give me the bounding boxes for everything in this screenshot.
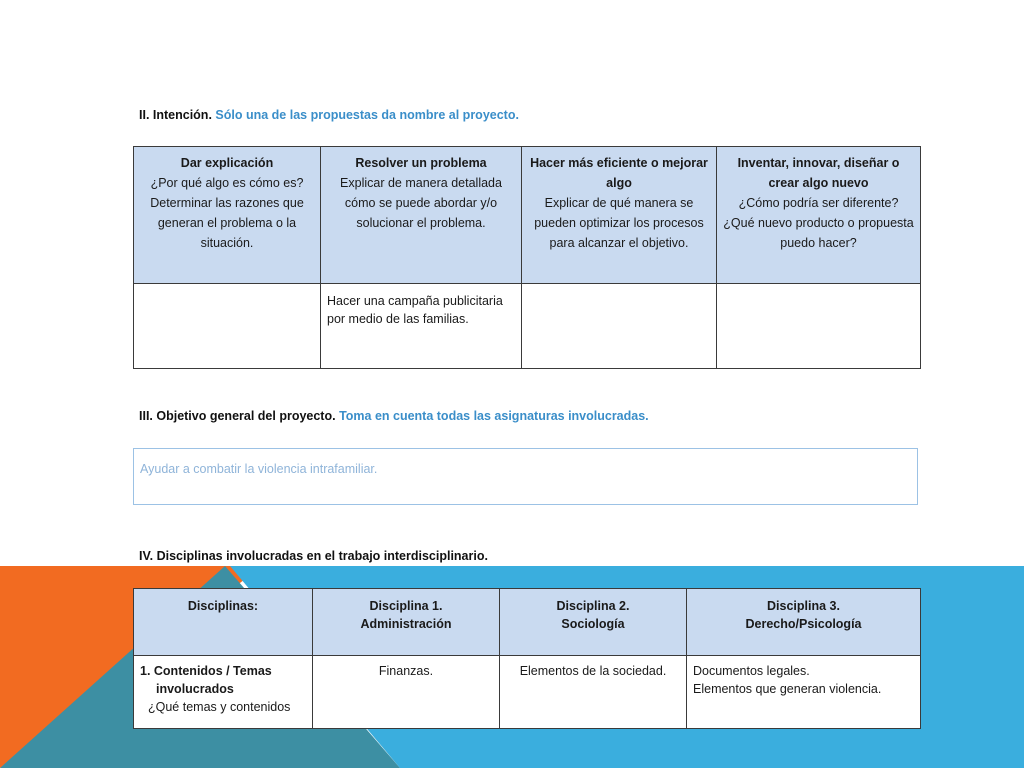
objetivo-heading-accent: Toma en cuenta todas las asignaturas involucradas. [339,409,649,423]
header-line: Disciplinas: [187,599,259,613]
objetivo-text-box[interactable]: Ayudar a combatir la violencia intrafamiliar. [133,448,918,505]
intencion-col-title: Dar explicación [180,156,274,170]
contenido-line: Documentos legales. [693,664,810,678]
header-line: Disciplina 3. [767,599,840,613]
disciplina-2-header [500,589,687,656]
header-line: Disciplina 1. [369,599,443,613]
contenidos-label [134,656,313,729]
intencion-col-body: ¿Por qué algo es cómo es? Determinar las razones que generan el problema o la situación. [150,176,304,250]
intencion-col-body: Explicar de qué manera se pueden optimizar los procesos para alcanzar el objetivo. [534,196,704,250]
intencion-col-1 [134,147,321,284]
intencion-col-3 [522,147,717,284]
header-line: Derecho/Psicología [745,617,862,631]
contenido-line: Elementos que generan violencia. [693,682,882,696]
disciplina-3-contenido[interactable] [687,656,921,729]
intencion-answer-cell[interactable] [522,284,717,369]
objetivo-heading-prefix: III. Objetivo general del proyecto. [139,409,336,423]
label-line: 1. Contenidos / Temas [140,664,272,678]
intencion-table [133,146,921,369]
header-line: Administración [360,617,452,631]
disciplina-2-contenido[interactable]: Elementos de la sociedad. [500,656,687,729]
intencion-col-title: Resolver un problema [355,156,487,170]
intencion-col-4 [717,147,921,284]
header-line: Sociología [561,617,625,631]
label-line: ¿Qué temas y contenidos [148,700,291,714]
disciplinas-table [133,588,921,729]
intencion-col-2 [321,147,522,284]
disciplinas-heading: IV. Disciplinas involucradas en el trabajo interdisciplinario. [139,549,488,563]
intencion-answer-cell[interactable]: Hacer una campaña publicitaria por medio de las familias. [321,284,522,369]
intencion-col-title: Hacer más eficiente o mejorar algo [530,156,708,190]
intencion-heading-prefix: II. Intención. [139,108,212,122]
intencion-header-row [134,147,921,284]
intencion-col-body: Explicar de manera detallada cómo se puede abordar y/o solucionar el problema. [340,176,502,230]
disciplinas-header-label [134,589,313,656]
disciplina-1-header [313,589,500,656]
header-line: Disciplina 2. [556,599,630,613]
intencion-answer-row [134,284,921,369]
label-line: involucrados [156,682,234,696]
intencion-col-title: Inventar, innovar, diseñar o crear algo nuevo [737,156,900,190]
intencion-heading [139,108,519,122]
disciplina-1-contenido[interactable]: Finanzas. [313,656,500,729]
intencion-answer-cell[interactable] [134,284,321,369]
intencion-col-body: ¿Cómo podría ser diferente? ¿Qué nuevo producto o propuesta puedo hacer? [723,196,914,250]
objetivo-heading [139,409,649,423]
disciplinas-header-row [134,589,921,656]
contenidos-row [134,656,921,729]
intencion-answer-cell[interactable] [717,284,921,369]
disciplina-3-header [687,589,921,656]
intencion-heading-accent: Sólo una de las propuestas da nombre al proyecto. [215,108,519,122]
